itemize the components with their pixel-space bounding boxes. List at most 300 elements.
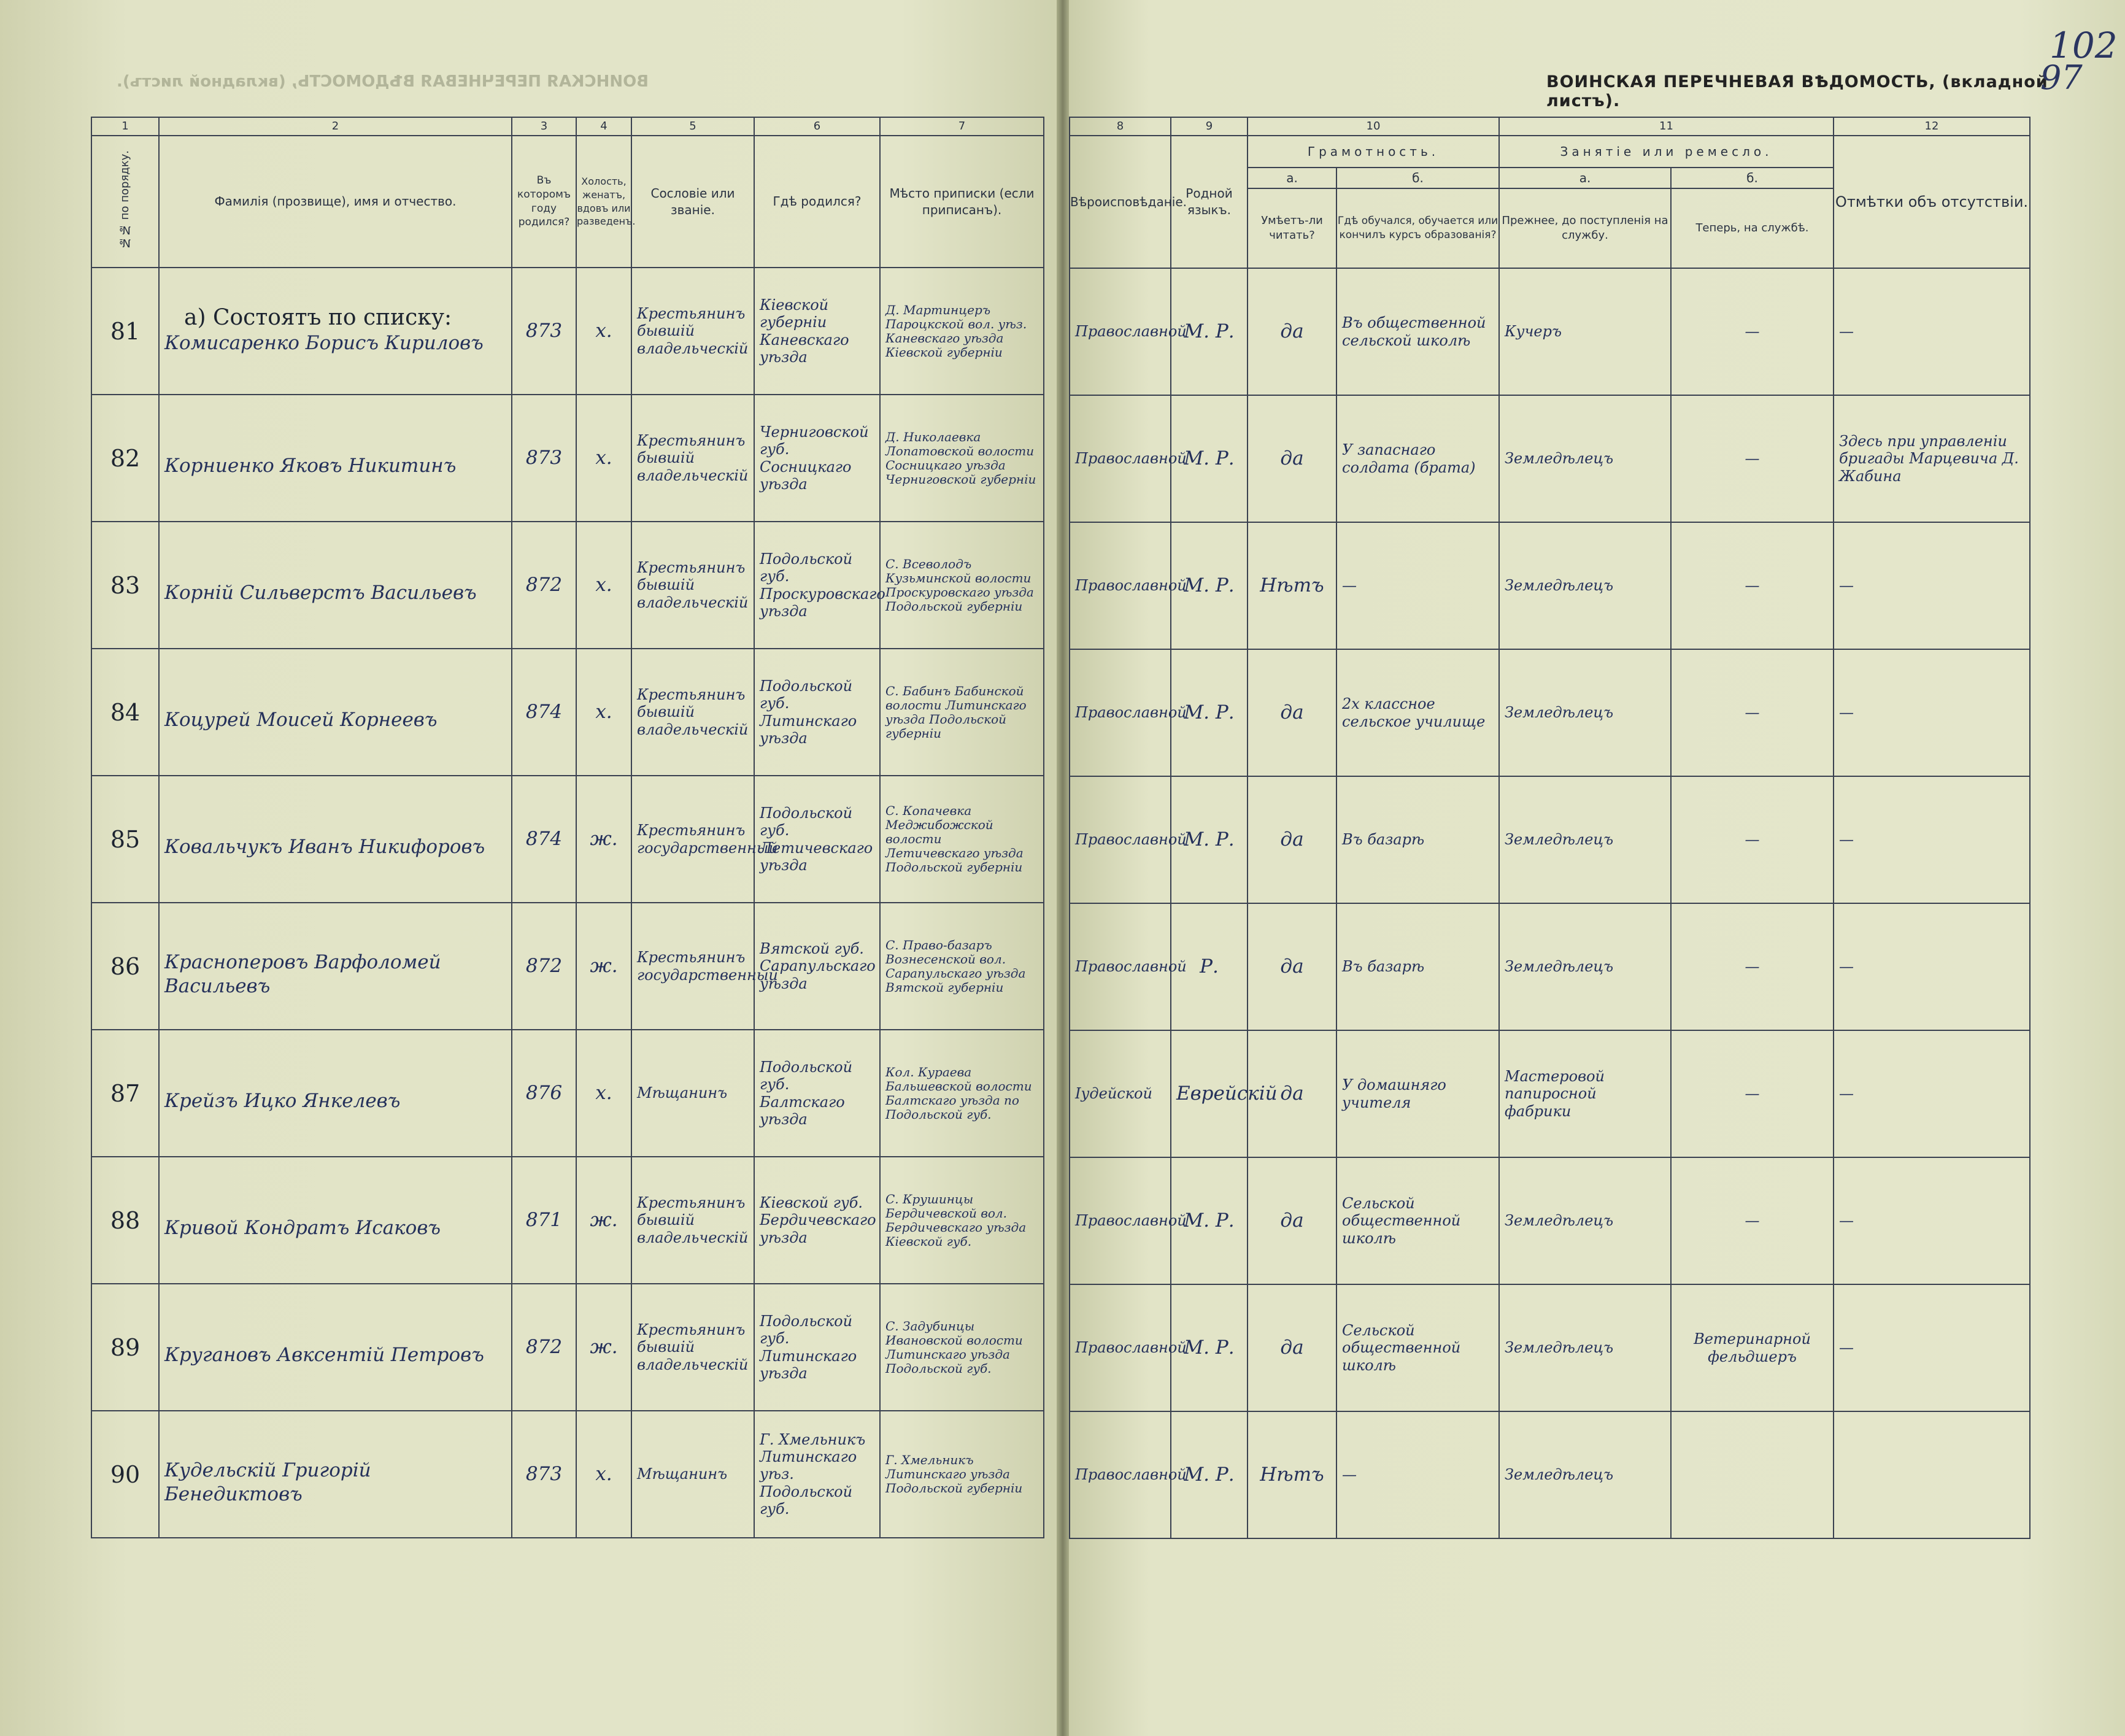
registry-place — [880, 522, 1044, 649]
col-header-absence-notes: Отмѣтки объ отсутствіи. — [1834, 136, 2030, 268]
person-name — [159, 268, 512, 395]
previous-occupation — [1499, 649, 1671, 776]
birth-year-text: 874 — [525, 828, 563, 851]
can-read — [1248, 776, 1336, 903]
row-number — [91, 903, 159, 1030]
registry-place-text: С. Бабинъ Бабинской волости Литинскаго уѣзда Подольской губерніи — [885, 683, 1027, 741]
religion-text: Православной — [1075, 1339, 1187, 1357]
marital-status-text: х. — [595, 574, 612, 596]
religion-text: Православной — [1075, 1466, 1187, 1484]
education-text: Въ базарѣ — [1342, 958, 1425, 976]
col-number: 10 — [1248, 117, 1499, 136]
education-text: Сельской общественной школѣ — [1342, 1322, 1461, 1374]
birthplace-text: Вятской губ. Сарапульскаго уѣзда — [760, 940, 876, 992]
birth-year-text: 873 — [525, 320, 563, 342]
birthplace-text: Кіевской губерніи Каневскаго уѣзда — [760, 296, 849, 366]
current-occupation-text: — — [1745, 831, 1760, 849]
education — [1336, 649, 1499, 776]
marital-status — [576, 522, 631, 649]
col-number: 6 — [754, 117, 880, 136]
education-text: — — [1342, 577, 1357, 595]
previous-occupation-text: Земледѣлецъ — [1505, 831, 1614, 849]
native-language-text: Р. — [1200, 955, 1219, 978]
can-read-text: да — [1280, 1337, 1304, 1359]
col-number: 2 — [159, 117, 512, 136]
education — [1336, 268, 1499, 395]
marital-status — [576, 1157, 631, 1284]
marital-status — [576, 1411, 631, 1538]
current-occupation-text: — — [1745, 323, 1760, 341]
education-text: — — [1342, 1466, 1357, 1484]
religion — [1070, 903, 1187, 1030]
row-number — [91, 776, 159, 903]
can-read-text: Нѣтъ — [1260, 574, 1324, 597]
religion — [1070, 649, 1187, 776]
birth-year-text: 873 — [525, 1463, 563, 1486]
previous-occupation — [1499, 268, 1671, 395]
table-row — [1070, 903, 2030, 1030]
current-occupation-text: Ветеринарной фельдшеръ — [1694, 1330, 1811, 1365]
table-row — [1070, 649, 2030, 776]
religion-text: Православной — [1075, 577, 1187, 595]
estate-text: Крестьянинъ бывшій владельческій — [637, 559, 749, 611]
current-occupation — [1671, 1284, 1834, 1411]
birthplace — [754, 903, 880, 1030]
birth-year — [512, 395, 576, 522]
can-read-text: да — [1280, 320, 1304, 343]
table-row — [91, 776, 1044, 903]
birthplace — [754, 776, 880, 903]
col-header-language: Родной языкъ. — [1171, 136, 1248, 268]
birth-year-text: 874 — [525, 701, 563, 723]
row-number-text: 86 — [110, 952, 141, 980]
estate — [631, 1284, 754, 1411]
col-header-marital: Холость, женатъ, вдовъ или разведенъ. — [576, 136, 631, 268]
absence-notes-text: — — [1839, 1212, 1854, 1230]
table-row — [1070, 776, 2030, 903]
can-read-text: да — [1280, 1209, 1304, 1232]
row-number-text: 84 — [110, 698, 141, 726]
col-header-occupation: Занятіе или ремесло. — [1499, 136, 1834, 168]
absence-notes — [1834, 1284, 2030, 1411]
col-header-religion: Вѣроисповѣданіе. — [1070, 136, 1171, 268]
current-occupation-text: — — [1745, 450, 1760, 468]
marital-status-text: ж. — [590, 1336, 618, 1359]
education-text: Въ общественной сельской школѣ — [1342, 314, 1486, 349]
can-read — [1248, 268, 1336, 395]
religion — [1070, 522, 1187, 649]
book-gutter — [1057, 0, 1069, 1736]
birthplace-text: Подольской губ. Проскуровскаго уѣзда — [760, 550, 885, 620]
religion-text: Православной — [1075, 323, 1187, 341]
col-header-education: Гдѣ обучался, обучается или кончилъ курсъ образованія? — [1336, 188, 1499, 268]
previous-occupation — [1499, 1411, 1671, 1538]
marital-status — [576, 1030, 631, 1157]
birth-year — [512, 1284, 576, 1411]
native-language-text: М. Р. — [1184, 828, 1235, 851]
previous-occupation — [1499, 776, 1671, 903]
estate-text: Крестьянинъ бывшій владельческій — [637, 686, 749, 738]
absence-notes-text — [1834, 1473, 2029, 1478]
person-name-text: Корниенко Яковъ Никитинъ — [164, 455, 457, 477]
table-row — [91, 1284, 1044, 1411]
marital-status-text: ж. — [590, 1209, 618, 1232]
col-number: 7 — [880, 117, 1044, 136]
marital-status-text: ж. — [590, 955, 618, 978]
person-name-text: Коцурей Моисей Корнеевъ — [164, 709, 438, 731]
person-name — [159, 1030, 512, 1157]
can-read-text: да — [1280, 1082, 1304, 1105]
table-row — [91, 268, 1044, 395]
person-name-text: Ковальчукъ Иванъ Никифоровъ — [164, 836, 485, 858]
native-language-text: М. Р. — [1184, 1337, 1235, 1359]
registry-place-text: С. Право-базаръ Вознесенской вол. Сарапульскаго уѣзда Вятской губерніи — [885, 937, 1026, 995]
current-occupation-text: — — [1745, 577, 1760, 595]
estate — [631, 1411, 754, 1538]
row-number — [91, 395, 159, 522]
birth-year — [512, 649, 576, 776]
marital-status-text: х. — [595, 447, 612, 469]
absence-notes — [1834, 649, 2030, 776]
birthplace — [754, 395, 880, 522]
person-name — [159, 1157, 512, 1284]
person-name-text: Кругановъ Авксентій Петровъ — [164, 1344, 484, 1367]
absence-notes — [1834, 1411, 2030, 1538]
birth-year-text: 872 — [525, 1336, 563, 1359]
can-read — [1248, 1284, 1336, 1411]
col-header-literacy: Грамотность. — [1248, 136, 1499, 168]
col-sub-letter: б. — [1336, 168, 1499, 188]
current-occupation — [1671, 776, 1834, 903]
table-row — [91, 1411, 1044, 1538]
religion-text: Православной — [1075, 958, 1187, 976]
native-language — [1171, 1030, 1278, 1157]
absence-notes — [1834, 395, 2030, 522]
birthplace — [754, 1030, 880, 1157]
table-row — [1070, 395, 2030, 522]
education — [1336, 1284, 1499, 1411]
estate — [631, 395, 754, 522]
row-number — [91, 522, 159, 649]
education — [1336, 522, 1499, 649]
birthplace — [754, 522, 885, 649]
birthplace-text: Г. Хмельникъ Литинскаго уѣз. Подольской губ. — [760, 1430, 866, 1518]
birth-year — [512, 1411, 576, 1538]
current-occupation — [1671, 903, 1834, 1030]
current-occupation-text: — — [1745, 1212, 1760, 1230]
current-occupation — [1671, 268, 1834, 395]
table-row — [91, 1157, 1044, 1284]
absence-notes-text: — — [1839, 958, 1854, 976]
birth-year-text: 872 — [525, 574, 563, 596]
row-number-text: 88 — [110, 1206, 141, 1234]
can-read — [1248, 1411, 1336, 1538]
table-row — [1070, 1411, 2030, 1538]
native-language-text: М. Р. — [1184, 447, 1235, 470]
col-number: 11 — [1499, 117, 1834, 136]
current-occupation-text — [1672, 1473, 1833, 1478]
estate — [631, 903, 778, 1030]
row-number-text: 87 — [110, 1079, 141, 1107]
page-number-old: 97 — [2040, 58, 2083, 97]
row-number — [91, 649, 159, 776]
education-text: Въ базарѣ — [1342, 831, 1425, 849]
table-row — [91, 903, 1044, 1030]
col-header-current-occupation: Теперь, на службѣ. — [1671, 188, 1834, 268]
col-number: 4 — [576, 117, 631, 136]
previous-occupation — [1499, 903, 1671, 1030]
estate — [631, 1030, 754, 1157]
education — [1336, 395, 1499, 522]
absence-notes-text: — — [1839, 577, 1854, 595]
birthplace-text: Подольской губ. Балтскаго уѣзда — [760, 1058, 853, 1128]
can-read-text: да — [1280, 701, 1304, 724]
can-read — [1248, 649, 1336, 776]
section-label: а) Состоятъ по списку: — [184, 304, 452, 330]
can-read-text: да — [1280, 828, 1304, 851]
table-row — [91, 649, 1044, 776]
marital-status — [576, 649, 631, 776]
education-text: 2х классное сельское училище — [1342, 695, 1486, 730]
education — [1336, 903, 1499, 1030]
registry-place-text: С. Всеволодъ Кузьминской волости Проскуровскаго уѣзда Подольской губерніи — [885, 556, 1034, 614]
bleed-through-title: ВОИНСКАЯ ПЕРЕЧНЕВАЯ ВѢДОМОСТЬ, (вкладной листъ). — [117, 72, 649, 91]
row-number — [91, 1284, 159, 1411]
religion-text: Іудейской — [1075, 1085, 1152, 1103]
birthplace-text: Подольской губ. Литинскаго уѣзда — [760, 677, 857, 747]
birth-year — [512, 522, 576, 649]
col-number: 8 — [1070, 117, 1171, 136]
row-number-text: 89 — [110, 1333, 141, 1361]
can-read-text: Нѣтъ — [1260, 1464, 1324, 1486]
estate-text: Мѣщанинъ — [637, 1465, 728, 1483]
col-number: 3 — [512, 117, 576, 136]
absence-notes — [1834, 776, 2030, 903]
row-number — [91, 1157, 159, 1284]
can-read — [1248, 903, 1336, 1030]
education — [1336, 776, 1499, 903]
col-number: 9 — [1171, 117, 1248, 136]
person-name — [159, 1411, 512, 1538]
current-occupation — [1671, 395, 1834, 522]
col-sub-letter: а. — [1248, 168, 1336, 188]
religion-text: Православной — [1075, 831, 1187, 849]
birthplace — [754, 649, 880, 776]
registry-place-text: С. Задубинцы Ивановской волости Литинскаго уѣзда Подольской губ. — [885, 1318, 1023, 1376]
religion — [1070, 1284, 1187, 1411]
birth-year — [512, 1030, 576, 1157]
page-number: 102 — [2050, 25, 2118, 66]
birthplace-text: Черниговской губ. Сосницкаго уѣзда — [760, 423, 869, 493]
education — [1336, 1157, 1499, 1284]
birth-year — [512, 268, 576, 395]
previous-occupation-text: Земледѣлецъ — [1505, 1339, 1614, 1357]
birthplace — [754, 268, 880, 395]
row-number-text: 83 — [110, 571, 141, 599]
birth-year-text: 872 — [525, 955, 563, 978]
estate — [631, 268, 754, 395]
row-number — [91, 1030, 159, 1157]
row-number-text: 85 — [110, 825, 141, 853]
marital-status — [576, 776, 631, 903]
person-name-text: Корній Сильверстъ Васильевъ — [164, 582, 477, 604]
col-header-can-read: Умѣетъ-ли читать? — [1248, 188, 1336, 268]
absence-notes-text: Здесь при управленіи бригады Марцевича Д. Жабина — [1839, 433, 2019, 485]
row-number-text: 90 — [110, 1460, 141, 1488]
current-occupation-text: — — [1745, 1085, 1760, 1103]
col-header-name: Фамилія (прозвище), имя и отчество. — [159, 136, 512, 268]
row-number-text: 82 — [110, 444, 141, 472]
absence-notes-text: — — [1839, 831, 1854, 849]
absence-notes-text: — — [1839, 1339, 1854, 1357]
registry-place — [880, 776, 1044, 903]
col-header-prev-occupation: Прежнее, до поступленія на службу. — [1499, 188, 1671, 268]
religion — [1070, 1157, 1187, 1284]
person-name — [159, 522, 512, 649]
col-header-registry: Мѣсто приписки (если приписанъ). — [880, 136, 1044, 268]
registry-place-text: Кол. Кураева Бальшевской волости Балтскаго уѣзда по Подольской губ. — [885, 1064, 1032, 1122]
education-text: У запаснаго солдата (брата) — [1342, 441, 1476, 476]
previous-occupation-text: Земледѣлецъ — [1505, 577, 1614, 595]
previous-occupation — [1499, 395, 1671, 522]
can-read-text: да — [1280, 955, 1304, 978]
birth-year-text: 876 — [525, 1082, 563, 1105]
birthplace — [754, 1411, 880, 1538]
person-name — [159, 1284, 512, 1411]
row-number — [91, 268, 159, 395]
previous-occupation — [1499, 522, 1671, 649]
religion — [1070, 1411, 1187, 1538]
birthplace-text: Подольской губ. Литинскаго уѣзда — [760, 1312, 857, 1382]
registry-place — [880, 1157, 1044, 1284]
absence-notes-text: — — [1839, 323, 1854, 341]
estate — [631, 649, 754, 776]
absence-notes-text: — — [1839, 1085, 1854, 1103]
birthplace — [754, 1284, 880, 1411]
religion-text: Православной — [1075, 1212, 1187, 1230]
native-language-text: Еврейскій — [1176, 1082, 1278, 1105]
col-header-index: №№ по порядку. — [91, 136, 159, 268]
previous-occupation-text: Мастеровой папиросной фабрики — [1505, 1068, 1605, 1120]
registry-place — [880, 1030, 1044, 1157]
estate-text: Крестьянинъ бывшій владельческій — [637, 1321, 749, 1373]
table-row — [1070, 1030, 2030, 1157]
person-name-text: Кривой Кондратъ Исаковъ — [164, 1217, 441, 1240]
previous-occupation — [1499, 1284, 1671, 1411]
native-language-text: М. Р. — [1184, 1209, 1235, 1232]
birth-year — [512, 1157, 576, 1284]
registry-place — [880, 649, 1044, 776]
birth-year — [512, 776, 576, 903]
registry-place — [880, 903, 1044, 1030]
col-sub-letter: б. — [1671, 168, 1834, 188]
native-language-text: М. Р. — [1184, 574, 1235, 597]
current-occupation — [1671, 649, 1834, 776]
previous-occupation-text: Земледѣлецъ — [1505, 958, 1614, 976]
col-sub-letter: а. — [1499, 168, 1671, 188]
marital-status — [576, 903, 631, 1030]
religion-text: Православной — [1075, 704, 1187, 722]
marital-status — [576, 268, 631, 395]
table-row — [1070, 1157, 2030, 1284]
current-occupation — [1671, 522, 1834, 649]
native-language-text: М. Р. — [1184, 701, 1235, 724]
marital-status-text: х. — [595, 320, 612, 342]
marital-status — [576, 1284, 631, 1411]
table-row — [1070, 1284, 2030, 1411]
marital-status — [576, 395, 631, 522]
person-name-text: Комисаренко Борисъ Кириловъ — [164, 331, 484, 354]
absence-notes-text: — — [1839, 704, 1854, 722]
education — [1336, 1030, 1499, 1157]
registry-place-text: Г. Хмельникъ Литинскаго уѣзда Подольской губерніи — [885, 1452, 1023, 1495]
absence-notes — [1834, 522, 2030, 649]
table-row — [91, 522, 1044, 649]
current-occupation-text: — — [1745, 958, 1760, 976]
religion-text: Православной — [1075, 450, 1187, 468]
absence-notes — [1834, 1157, 2030, 1284]
estate — [631, 776, 778, 903]
row-number-text: 81 — [110, 317, 141, 345]
native-language-text: М. Р. — [1184, 320, 1235, 343]
col-number: 12 — [1834, 117, 2030, 136]
current-occupation-text: — — [1745, 704, 1760, 722]
previous-occupation-text: Земледѣлецъ — [1505, 1466, 1614, 1484]
table-row — [91, 395, 1044, 522]
previous-occupation — [1499, 1157, 1671, 1284]
registry-place — [880, 268, 1044, 395]
current-occupation — [1671, 1411, 1834, 1538]
estate — [631, 522, 754, 649]
form-title: ВОИНСКАЯ ПЕРЕЧНЕВАЯ ВѢДОМОСТЬ, (вкладной листъ). — [1546, 72, 2048, 110]
previous-occupation-text: Земледѣлецъ — [1505, 450, 1614, 468]
registry-place — [880, 395, 1044, 522]
estate-text: Мѣщанинъ — [637, 1084, 728, 1102]
marital-status-text: х. — [595, 1082, 612, 1105]
estate-text: Крестьянинъ бывшій владельческій — [637, 432, 749, 484]
current-occupation — [1671, 1030, 1834, 1157]
religion — [1070, 395, 1187, 522]
can-read — [1248, 1157, 1336, 1284]
absence-notes — [1834, 1030, 2030, 1157]
birth-year-text: 873 — [525, 447, 563, 469]
absence-notes — [1834, 903, 2030, 1030]
estate-text: Крестьянинъ бывшій владельческій — [637, 305, 749, 357]
absence-notes — [1834, 268, 2030, 395]
row-number — [91, 1411, 159, 1538]
person-name — [159, 903, 512, 1030]
estate — [631, 1157, 754, 1284]
col-number: 1 — [91, 117, 159, 136]
native-language-text: М. Р. — [1184, 1464, 1235, 1486]
estate-text: Крестьянинъ государственный — [637, 822, 778, 857]
can-read — [1248, 395, 1336, 522]
education — [1336, 1411, 1499, 1538]
register-left-table — [91, 117, 1044, 1538]
person-name-text: Кудельскій Григорій Бенедиктовъ — [164, 1459, 371, 1505]
estate-text: Крестьянинъ государственный — [637, 949, 778, 984]
religion — [1070, 776, 1187, 903]
registry-place-text: С. Копачевка Меджибожской волости Летичевскаго уѣзда Подольской губерніи — [885, 803, 1024, 874]
registry-place-text: С. Крушинцы Бердичевской вол. Бердичевскаго уѣзда Кіевской губ. — [885, 1191, 1027, 1249]
col-header-birthplace: Гдѣ родился? — [754, 136, 880, 268]
religion — [1070, 1030, 1171, 1157]
table-row — [91, 1030, 1044, 1157]
birthplace — [754, 1157, 880, 1284]
marital-status-text: х. — [595, 701, 612, 723]
registry-place — [880, 1284, 1044, 1411]
can-read-text: да — [1280, 447, 1304, 470]
